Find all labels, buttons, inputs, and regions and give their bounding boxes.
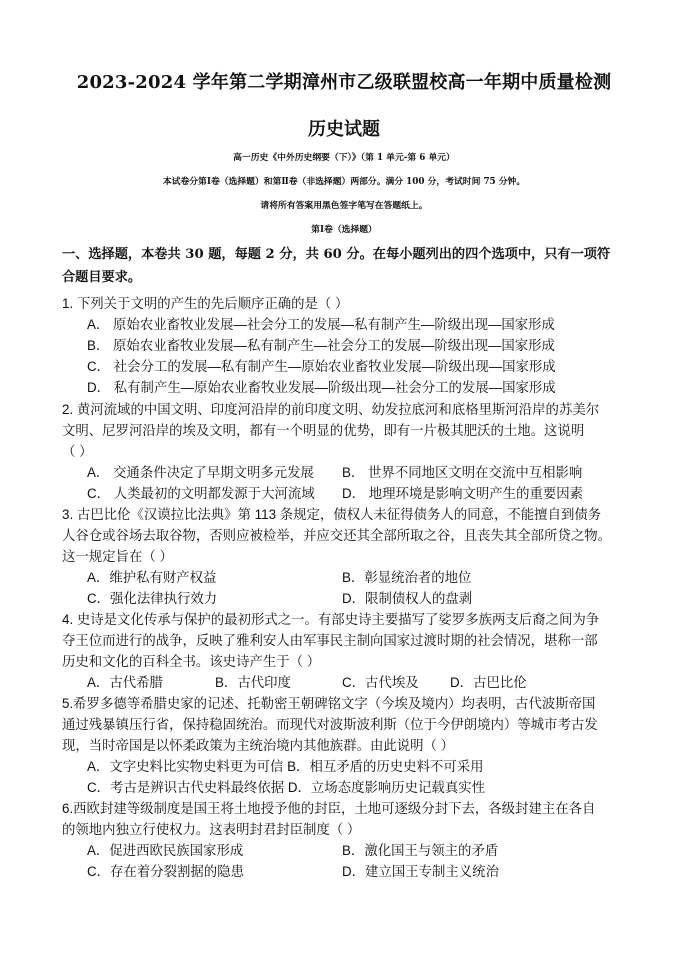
question-3-stem-line-1: 3. 古巴比伦《汉谟拉比法典》第 113 条规定，债权人未征得债务人的同意，不能擅自到债务 (62, 507, 602, 522)
question-5-options-ab: A．文字史料比实物史料更为可信 B．相互矛盾的历史史料不可采用 (87, 759, 484, 774)
question-5-options-cd: C．考古是辨识古代史料最终依据 D．立场态度影响历史记载真实性 (87, 780, 485, 795)
question-3-option-c: C．强化法律执行效力 (87, 591, 218, 606)
exam-notice-2: 请将所有答案用黑色签字笔写在答题纸上。 (260, 201, 428, 211)
question-1-stem: 1. 下列关于文明的产生的先后顺序正确的是（ ） (62, 296, 349, 311)
part-heading: 第Ⅰ卷（选择题） (311, 225, 377, 235)
course-info: 高一历史《中外历史纲要（下）》（第 1 单元-第 6 单元） (233, 153, 455, 163)
question-3-option-a: A．维护私有财产权益 (87, 570, 217, 585)
exam-subtitle: 历史试题 (308, 119, 380, 140)
exam-notice-1: 本试卷分第Ⅰ卷（选择题）和第Ⅱ卷（非选择题）两部分。满分 100 分，考试时间 75 分钟。 (162, 177, 526, 187)
question-4-stem-line-1: 4. 史诗是文化传承与保护的最初形式之一。有部史诗主要描写了娑罗多族两支后裔之间为争 (62, 612, 600, 627)
question-6-option-d: D．建立国王专制主义统治 (342, 864, 499, 879)
question-5-stem-line-2: 通过残暴镇压行省，保持稳固统治。而现代对波斯波利斯（位于今伊朗境内）等城市考古发 (62, 717, 598, 732)
question-4-stem-line-2: 夺王位而进行的战争，反映了雅利安人由军事民主制向国家过渡时期的社会情况，堪称一部 (62, 633, 598, 648)
question-1-option-d: D． 私有制产生—原始农业畜牧业发展—阶级出现—社会分工的发展—国家形成 (87, 380, 556, 395)
question-4-stem-line-3: 历史和文化的百科全书。该史诗产生于（ ） (62, 654, 321, 669)
question-5-stem-line-1: 5.希罗多德等希腊史家的记述、托勒密王朝碑铭文字（今埃及境内）均表明，古代波斯帝国 (62, 696, 596, 711)
question-6-stem-line-2: 的领地内独立行使权力。这表明封君封臣制度（ ） (62, 822, 361, 837)
question-2-option-a: A． 交通条件决定了早期文明多元发展 (87, 465, 314, 480)
question-2-option-c: C． 人类最初的文明都发源于大河流域 (87, 486, 315, 501)
question-1-option-c: C． 社会分工的发展—私有制产生—原始农业畜牧业发展—阶级出现—国家形成 (87, 359, 556, 374)
question-4-option-c: C．古代埃及 (342, 675, 419, 690)
question-1-option-b: B． 原始农业畜牧业发展—私有制产生—社会分工的发展—阶级出现—国家形成 (87, 338, 555, 353)
question-6-option-b: B．激化国王与领主的矛盾 (342, 843, 499, 858)
question-6-stem-line-1: 6.西欧封建等级制度是国王将土地授予他的封臣，土地可逐级分封下去，各级封建主在各自 (62, 801, 596, 816)
question-6-option-c: C．存在着分裂割据的隐患 (87, 864, 244, 879)
question-2-option-b: B． 世界不同地区文明在交流中互相影响 (342, 465, 583, 480)
question-3-option-b: B．彰显统治者的地位 (342, 570, 472, 585)
question-2-option-d: D． 地理环境是影响文明产生的重要因素 (342, 486, 584, 501)
question-2-stem-line-3: （ ） (62, 444, 93, 459)
question-4-option-a: A．古代希腊 (87, 675, 163, 690)
question-6-option-a: A．促进西欧民族国家形成 (87, 843, 244, 858)
question-2-stem-line-2: 文明、尼罗河沿岸的埃及文明，都有一个明显的优势，即有一片极其肥沃的土地。这说明 (62, 423, 585, 438)
section-instruction-line-1: 一、选择题，本卷共 30 题，每题 2 分，共 60 分。在每小题列出的四个选项中，只有一项符 (62, 247, 611, 262)
question-3-option-d: D．限制债权人的盘剥 (342, 591, 473, 606)
exam-title: 2023-2024 学年第二学期漳州市乙级联盟校高一年期中质量检测 (76, 72, 612, 93)
question-1-option-a: A． 原始农业畜牧业发展—社会分工的发展—私有制产生—阶级出现—国家形成 (87, 317, 555, 332)
question-4-option-d: D．古巴比伦 (450, 675, 527, 690)
section-instruction-line-2: 合题目要求。 (62, 270, 142, 285)
question-5-stem-line-3: 现，当时帝国是以怀柔政策为主统治境内其他族群。由此说明（ ） (62, 738, 455, 753)
question-2-stem-line-1: 2. 黄河流域的中国文明、印度河沿岸的前印度文明、幼发拉底河和底格里斯河沿岸的苏美尔 (62, 402, 600, 417)
question-4-option-b: B．古代印度 (215, 675, 291, 690)
question-3-stem-line-2: 人谷仓或谷场去取谷物，否则应被检举，并应交还其全部所取之谷，且丧失其全部所贷之物。 (62, 528, 612, 543)
question-3-stem-line-3: 这一规定旨在（ ） (62, 549, 173, 564)
